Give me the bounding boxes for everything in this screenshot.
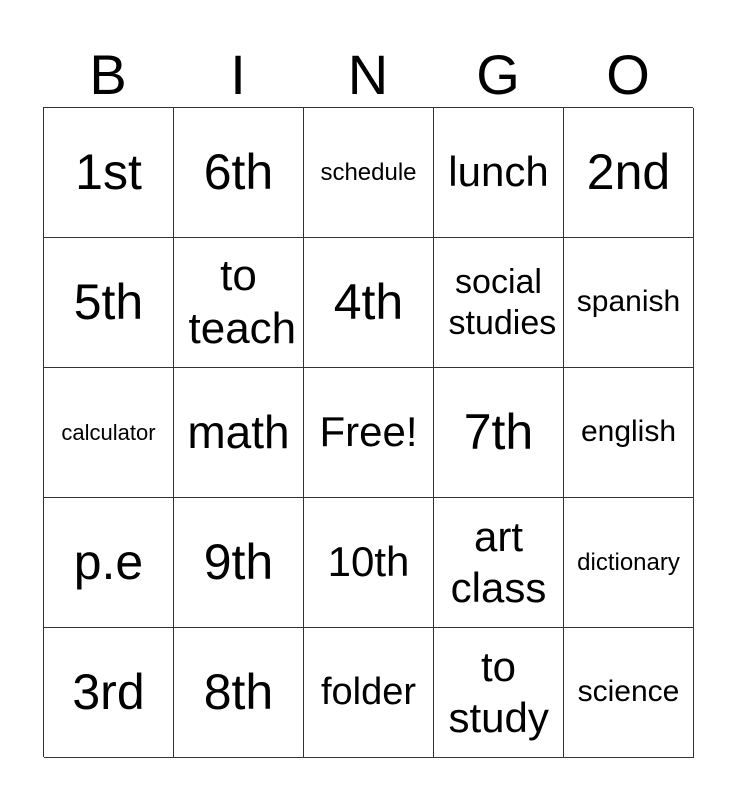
cell-label: 5th: [73, 273, 144, 330]
bingo-cell-r3c1[interactable]: [44, 368, 174, 498]
cell-label: lunch: [448, 148, 549, 196]
bingo-cell-r2c5[interactable]: [564, 238, 694, 368]
cell-label: english: [580, 415, 677, 449]
bingo-cell-r4c2[interactable]: [174, 498, 304, 628]
bingo-cell-r1c3[interactable]: [304, 108, 434, 238]
header-letter-g: G: [476, 43, 520, 106]
bingo-cell-r5c1[interactable]: [44, 628, 174, 758]
bingo-cell-r1c1[interactable]: [44, 108, 174, 238]
bingo-cell-r2c4[interactable]: [434, 238, 564, 368]
bingo-cell-r1c5[interactable]: [564, 108, 694, 238]
header-letter-b: B: [89, 43, 127, 106]
cell-label: dictionary: [577, 548, 680, 576]
cell-label: 2nd: [586, 143, 671, 200]
cell-label: 8th: [203, 663, 274, 720]
bingo-cell-r4c1[interactable]: [44, 498, 174, 628]
header-letter-n: N: [347, 43, 389, 106]
bingo-cell-r3c3[interactable]: [304, 368, 434, 498]
bingo-cell-r3c2[interactable]: [174, 368, 304, 498]
bingo-cell-r5c2[interactable]: [174, 628, 304, 758]
cell-label: calculator: [61, 419, 156, 445]
cell-label: science: [577, 675, 680, 709]
cell-label: 1st: [75, 143, 142, 200]
cell-label: 9th: [203, 533, 274, 590]
cell-label: 7th: [463, 403, 534, 460]
bingo-cell-r2c1[interactable]: [44, 238, 174, 368]
cell-label: folder: [320, 670, 417, 713]
cell-label: p.e: [73, 533, 144, 590]
cell-label: social studies: [448, 262, 557, 342]
bingo-cell-r4c3[interactable]: [304, 498, 434, 628]
bingo-cell-r2c3[interactable]: [304, 238, 434, 368]
cell-label: math: [187, 406, 290, 459]
free-space: Free!: [319, 408, 418, 456]
bingo-board: [43, 107, 693, 757]
cell-label: 10th: [327, 538, 410, 586]
header-letter-i: I: [230, 43, 246, 106]
cell-label: to study: [448, 643, 549, 741]
cell-label: to teach: [188, 250, 297, 353]
bingo-cell-r4c5[interactable]: [564, 498, 694, 628]
bingo-header: [43, 42, 693, 108]
cell-label: 6th: [203, 143, 274, 200]
bingo-cell-r2c2[interactable]: [174, 238, 304, 368]
cell-label: schedule: [320, 158, 417, 186]
bingo-cell-r3c4[interactable]: [434, 368, 564, 498]
cell-label: 3rd: [72, 663, 145, 720]
bingo-cell-r4c4[interactable]: [434, 498, 564, 628]
header-letter-o: O: [606, 43, 650, 106]
bingo-cell-r3c5[interactable]: [564, 368, 694, 498]
cell-label: art class: [450, 513, 547, 611]
bingo-cell-r5c4[interactable]: [434, 628, 564, 758]
bingo-cell-r5c5[interactable]: [564, 628, 694, 758]
cell-label: spanish: [576, 285, 681, 319]
cell-label: 4th: [333, 273, 404, 330]
bingo-cell-r5c3[interactable]: [304, 628, 434, 758]
bingo-cell-r1c4[interactable]: [434, 108, 564, 238]
bingo-cell-r1c2[interactable]: [174, 108, 304, 238]
